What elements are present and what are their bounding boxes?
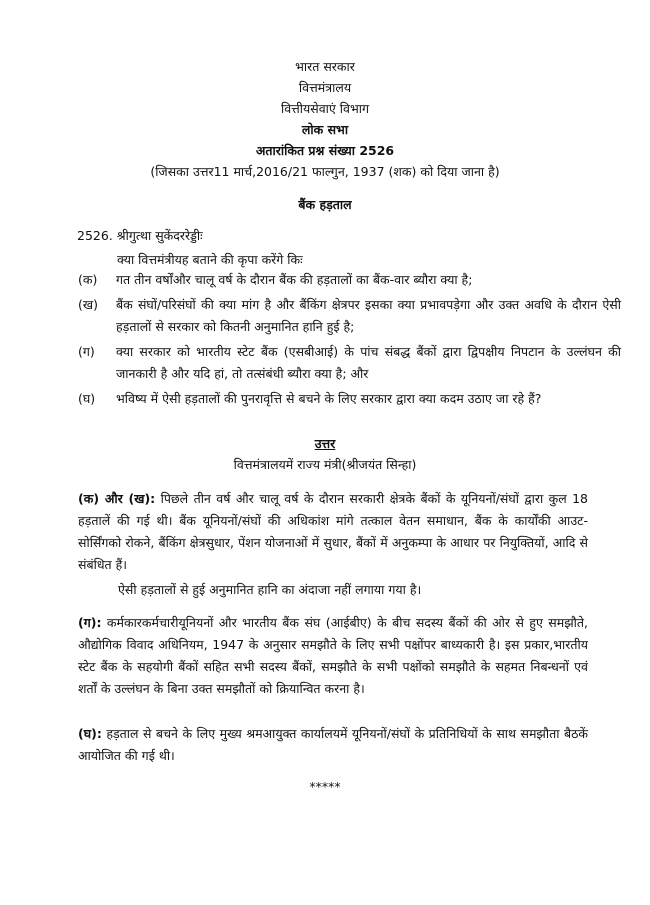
question-number-line: 2526. श्रीगुत्था सुकेंदररेड्डीः (77, 228, 203, 243)
ministry-line: वित्तमंत्रालय (298, 80, 352, 95)
answer-label-ga: (ग): (78, 615, 102, 630)
government-line: भारत सरकार (295, 59, 355, 74)
question-part-gha (78, 388, 623, 432)
answer-label-ka-kha: (क) और (ख): (78, 491, 156, 506)
answer-para-gha (78, 723, 588, 767)
question-part-ka (78, 269, 623, 291)
answer-heading: उत्तर (314, 436, 336, 451)
question-title: अतारांकित प्रश्न संख्या 2526 (255, 143, 395, 158)
answer-para-ga (78, 612, 588, 700)
answer-text-gha: हड़ताल से बचने के लिए मुख्य श्रमआयुक्त कार्यालयमें यूनियनों/संघों के प्रतिनिधियों के साथ समझौता बैठकें आयोजित की गई थी। (78, 726, 588, 763)
question-part-text: भविष्य में ऐसी हड़तालों की पुनरावृत्ति से बचने के लिए सरकार द्वारा क्या कदम उठाए जा रहे हैं? (116, 391, 542, 406)
question-part-label: (ख) (78, 297, 98, 312)
question-intro: क्या वित्तमंत्रीयह बताने की कृपा करेंगे किः (117, 252, 303, 267)
question-part-label: (क) (78, 272, 98, 287)
question-part-text: बैंक संघों/परिसंघों की क्या मांग है और बैंकिंग क्षेत्रपर इसका क्या प्रभावपड़ेगा और उक्त अवधि के दौरान ऐसी हड़तालों से सरकार को कितनी अनुमानित हानि हुई है; (116, 297, 621, 334)
end-mark: ***** (309, 779, 341, 794)
answer-para-ka-kha (78, 488, 588, 576)
question-part-text: क्या सरकार को भारतीय स्टेट बैंक (एसबीआई) के पांच संबद्ध बैंकों द्वारा द्विपक्षीय निपटान के उल्लंघन की जानकारी है और यदि हां, तो तत्संबंधी ब्यौरा क्या है; और (116, 344, 621, 381)
answer-loss-para: ऐसी हड़तालों से हुई अनुमानित हानि का अंदाजा नहीं लगाया गया है। (118, 582, 422, 597)
question-part-label: (ग) (78, 344, 95, 359)
minister-line: वित्तमंत्रालयमें राज्य मंत्री(श्रीजयंत सिन्हा) (233, 457, 417, 472)
department-line: वित्तीयसेवाएं विभाग (280, 101, 370, 116)
subject-heading: बैंक हड़ताल (298, 197, 352, 212)
question-part-text: गत तीन वर्षोंऔर चालू वर्ष के दौरान बैंक की हड़तालों का बैंक-वार ब्यौरा क्या है; (116, 272, 473, 287)
question-part-label: (घ) (78, 391, 96, 406)
answer-text-ka-kha: पिछले तीन वर्ष और चालू वर्ष के दौरान सरकारी क्षेत्रके बैंकों के यूनियनों/संघों द्वारा कुल 18 हड़तालें की गई थी। बैंक यूनियनों/संघों की अधिकांश मांगे तत्काल वेतन समाधान, बैंक के कार्योंकी आउट-सोर्सिंगको रोकने, बैंकिंग क्षेत्रसुधार, पेंशन योजनाओं में सुधार, बैंकों में अनुकम्पा के आधार पर नियुक्तियों, आदि से संबंधित हैं। (78, 491, 589, 572)
house-line: लोक सभा (301, 122, 349, 137)
answer-label-gha: (घ): (78, 726, 102, 741)
question-part-kha (78, 294, 623, 338)
answer-text-ga: कर्मकारकर्मचारीयूनियनों और भारतीय बैंक संघ (आईबीए) के बीच सदस्य बैंकों की ओर से हुए समझौते, औद्योगिक विवाद अधिनियम, 1947 के अनुसार समझौते के लिए सभी पक्षोंपर बाध्यकारी है। इस प्रकार,भारतीय स्टेट बैंक के सहयोगी बैंकों सहित सभी सदस्य बैंकों, समझौते के सभी पक्षोंको समझौते के सहमत निबन्धनों एवं शर्तों के उल्लंघन के बिना उक्त समझौतों को क्रियान्वित करना है। (78, 615, 588, 696)
answer-date-line: (जिसका उत्तर11 मार्च,2016/21 फाल्गुन, 1937 (शक) को दिया जाना है) (150, 164, 500, 179)
question-part-ga (78, 341, 623, 385)
